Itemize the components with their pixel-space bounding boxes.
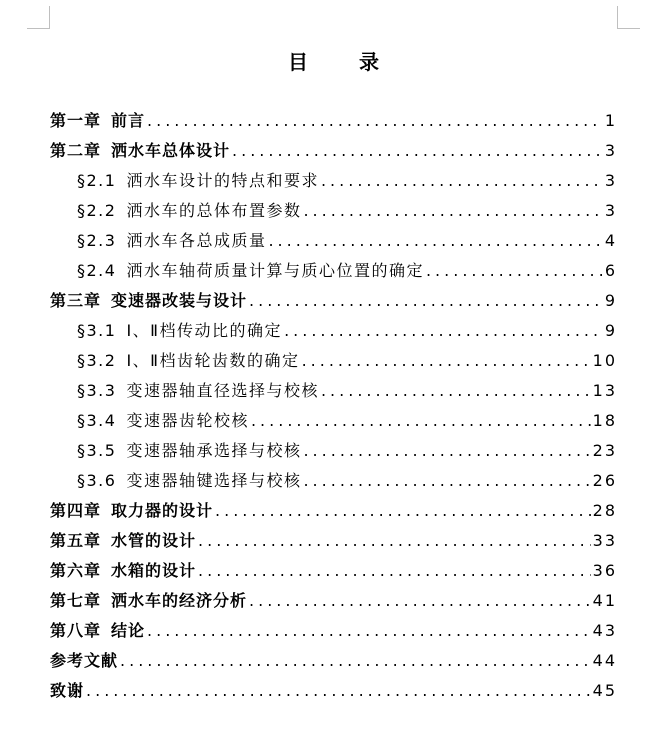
- toc-entry-page: 41: [592, 591, 617, 610]
- toc-entry-section-2-3[interactable]: [50, 226, 617, 256]
- toc-entry-chapter-2[interactable]: [50, 136, 617, 166]
- table-of-contents: [50, 106, 617, 706]
- toc-entry-label: [77, 466, 301, 496]
- toc-entry-page: 9: [604, 321, 617, 340]
- toc-entry-number: 第四章: [50, 501, 102, 520]
- toc-entry-text: 变速器轴承选择与校核: [126, 441, 302, 460]
- toc-entry-text: 洒水车设计的特点和要求: [126, 171, 319, 190]
- toc-entry-chapter-5[interactable]: [50, 526, 617, 556]
- toc-entry-page: 23: [592, 441, 617, 460]
- toc-entry-number: §2.2: [77, 201, 117, 220]
- toc-entry-page: 43: [592, 621, 617, 640]
- toc-entry-label: [77, 256, 424, 286]
- toc-entry-page: 28: [592, 501, 617, 520]
- toc-entry-number: §3.5: [77, 441, 117, 460]
- toc-entry-label: [77, 226, 266, 256]
- toc-entry-label: [77, 376, 319, 406]
- leader-dots: [120, 646, 591, 676]
- page-corner-mark-top-left: [27, 6, 50, 29]
- toc-entry-section-3-6[interactable]: [50, 466, 617, 496]
- toc-entry-section-3-5[interactable]: [50, 436, 617, 466]
- toc-entry-page: 44: [592, 651, 617, 670]
- toc-entry-label: [77, 316, 282, 346]
- toc-entry-page: 45: [592, 681, 617, 700]
- leader-dots: [249, 286, 603, 316]
- leader-dots: [147, 616, 591, 646]
- toc-entry-label: [50, 286, 247, 316]
- toc-entry-page: 33: [592, 531, 617, 550]
- toc-entry-chapter-4[interactable]: [50, 496, 617, 526]
- toc-entry-number: §3.3: [77, 381, 117, 400]
- toc-entry-section-2-4[interactable]: [50, 256, 617, 286]
- toc-entry-number: §2.1: [77, 171, 117, 190]
- toc-entry-page: 1: [604, 111, 617, 130]
- toc-entry-text: 变速器轴直径选择与校核: [126, 381, 319, 400]
- toc-entry-text: 洒水车总体设计: [111, 141, 231, 160]
- toc-entry-label: [50, 526, 196, 556]
- toc-entry-text: 水箱的设计: [111, 561, 197, 580]
- toc-entry-text: 水管的设计: [111, 531, 197, 550]
- leader-dots: [303, 196, 602, 226]
- toc-entry-number: §3.2: [77, 351, 117, 370]
- toc-entry-label: [50, 646, 118, 676]
- toc-entry-number: 第七章: [50, 591, 102, 610]
- toc-entry-section-2-2[interactable]: [50, 196, 617, 226]
- toc-entry-references[interactable]: [50, 646, 617, 676]
- toc-entry-label: [50, 676, 84, 706]
- toc-entry-label: [77, 436, 301, 466]
- leader-dots: [232, 136, 603, 166]
- toc-entry-text: 洒水车的经济分析: [111, 591, 248, 610]
- toc-entry-label: [50, 556, 196, 586]
- toc-entry-number: §2.4: [77, 261, 117, 280]
- toc-entry-number: 第二章: [50, 141, 102, 160]
- leader-dots: [284, 316, 603, 346]
- leader-dots: [303, 436, 590, 466]
- toc-entry-text: 洒水车的总体布置参数: [126, 201, 302, 220]
- toc-entry-chapter-3[interactable]: [50, 286, 617, 316]
- toc-title: 目 录: [288, 50, 401, 74]
- leader-dots: [251, 406, 591, 436]
- leader-dots: [303, 466, 590, 496]
- toc-entry-chapter-7[interactable]: [50, 586, 617, 616]
- leader-dots: [321, 166, 603, 196]
- leader-dots: [198, 526, 591, 556]
- toc-entry-page: 13: [592, 381, 617, 400]
- toc-entry-text: 致谢: [50, 681, 85, 700]
- toc-entry-section-3-1[interactable]: [50, 316, 617, 346]
- leader-dots: [147, 106, 603, 136]
- toc-entry-number: 第一章: [50, 111, 102, 130]
- leader-dots: [426, 256, 603, 286]
- toc-entry-label: [50, 496, 213, 526]
- toc-entry-page: 9: [604, 291, 617, 310]
- toc-entry-label: [50, 586, 247, 616]
- toc-entry-page: 18: [592, 411, 617, 430]
- toc-entry-label: [77, 406, 249, 436]
- toc-entry-label: [50, 616, 145, 646]
- toc-entry-number: 第六章: [50, 561, 102, 580]
- toc-entry-acknowledgements[interactable]: [50, 676, 617, 706]
- leader-dots: [302, 346, 591, 376]
- toc-entry-number: §3.4: [77, 411, 117, 430]
- toc-entry-label: [77, 166, 319, 196]
- toc-entry-page: 10: [592, 351, 617, 370]
- toc-entry-number: 第八章: [50, 621, 102, 640]
- toc-entry-text: 变速器轴键选择与校核: [126, 471, 302, 490]
- toc-entry-text: 变速器改装与设计: [111, 291, 248, 310]
- toc-entry-page: 4: [604, 231, 617, 250]
- leader-dots: [198, 556, 591, 586]
- toc-entry-chapter-6[interactable]: [50, 556, 617, 586]
- toc-entry-label: [50, 136, 230, 166]
- toc-entry-section-3-3[interactable]: [50, 376, 617, 406]
- toc-entry-page: 6: [604, 261, 617, 280]
- toc-entry-section-3-2[interactable]: [50, 346, 617, 376]
- leader-dots: [86, 676, 591, 706]
- toc-entry-page: 3: [604, 141, 617, 160]
- toc-entry-label: [50, 106, 145, 136]
- toc-entry-number: §3.1: [77, 321, 117, 340]
- toc-entry-label: [77, 196, 301, 226]
- leader-dots: [321, 376, 591, 406]
- leader-dots: [268, 226, 602, 256]
- toc-entry-text: 前言: [111, 111, 146, 130]
- toc-entry-section-2-1[interactable]: [50, 166, 617, 196]
- toc-entry-number: §3.6: [77, 471, 117, 490]
- toc-entry-text: 变速器齿轮校核: [126, 411, 249, 430]
- leader-dots: [215, 496, 591, 526]
- toc-entry-text: Ⅰ、Ⅱ档齿轮齿数的确定: [126, 351, 300, 370]
- toc-entry-text: 结论: [111, 621, 146, 640]
- toc-entry-page: 26: [592, 471, 617, 490]
- toc-entry-label: [77, 346, 300, 376]
- toc-entry-number: 第三章: [50, 291, 102, 310]
- toc-entry-page: 3: [604, 201, 617, 220]
- toc-entry-text: 取力器的设计: [111, 501, 214, 520]
- toc-entry-chapter-8[interactable]: [50, 616, 617, 646]
- toc-entry-text: 洒水车轴荷质量计算与质心位置的确定: [126, 261, 424, 280]
- leader-dots: [249, 586, 591, 616]
- toc-entry-number: §2.3: [77, 231, 117, 250]
- toc-entry-text: Ⅰ、Ⅱ档传动比的确定: [126, 321, 283, 340]
- toc-entry-number: 第五章: [50, 531, 102, 550]
- toc-entry-chapter-1[interactable]: [50, 106, 617, 136]
- toc-entry-section-3-4[interactable]: [50, 406, 617, 436]
- toc-entry-text: 洒水车各总成质量: [126, 231, 267, 250]
- toc-entry-page: 36: [592, 561, 617, 580]
- page-corner-mark-top-right: [617, 6, 640, 29]
- toc-entry-page: 3: [604, 171, 617, 190]
- toc-entry-text: 参考文献: [50, 651, 119, 670]
